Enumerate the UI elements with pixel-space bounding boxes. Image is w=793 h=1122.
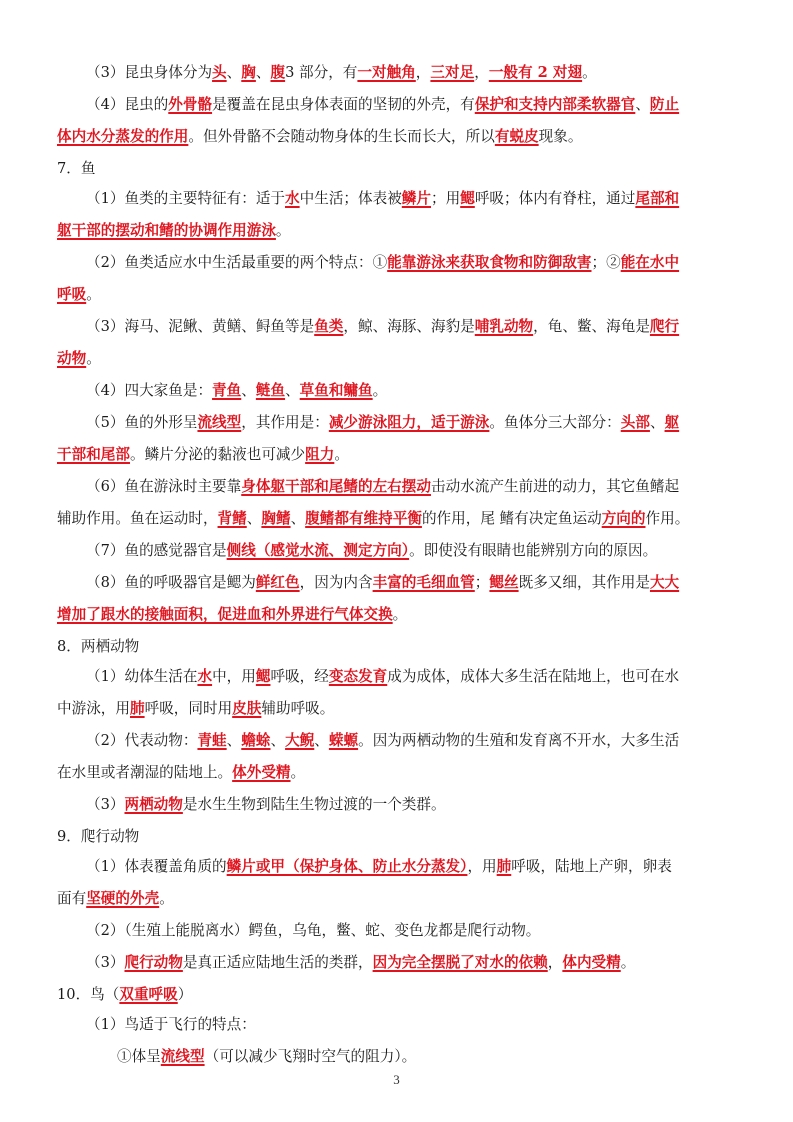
highlighted-key-term: 腹鳍都有维持平衡 — [305, 510, 422, 527]
highlighted-key-term: 大大 — [649, 574, 680, 591]
body-text: （1）鱼类的主要特征有：适于 — [86, 190, 286, 207]
highlighted-key-term: 三对足 — [430, 64, 475, 81]
body-text: （2）（生殖上能脱离水）鳄鱼，乌龟，鳖、蛇、变色龙都是爬行动物。 — [86, 922, 541, 939]
body-text: 。因为两栖动物的生殖和发育离不开水，大多生活 — [358, 732, 680, 749]
text-line — [86, 728, 741, 754]
body-text: 、 — [241, 382, 256, 399]
text-line — [57, 602, 741, 628]
highlighted-key-term: 蝾螈 — [328, 732, 359, 749]
text-line — [86, 410, 741, 436]
text-line — [86, 950, 741, 976]
body-text: （可以减少飞翔时空气的阻力）。 — [204, 1048, 417, 1065]
highlighted-key-term: 鳞片 — [401, 190, 431, 207]
text-line — [57, 760, 741, 786]
highlighted-key-term: 身体躯干部和尾鳍的左右摆动 — [241, 478, 431, 495]
body-text: （3） — [86, 954, 125, 971]
highlighted-key-term: 青鱼 — [212, 382, 242, 399]
body-text: 呼吸，陆地上产卵，卵表 — [511, 858, 672, 875]
body-text: 中，用 — [212, 668, 256, 685]
body-text: ， — [415, 64, 431, 81]
body-text: ，龟、鳖、海龟是 — [533, 318, 650, 335]
highlighted-key-term: 水 — [285, 190, 300, 207]
body-text: 既多又细，其作用是 — [518, 574, 650, 591]
body-text: （7）鱼的感觉器官是 — [86, 542, 227, 559]
text-line — [86, 250, 741, 276]
highlighted-key-term: 大鲵 — [285, 732, 315, 749]
body-text: 、 — [290, 510, 306, 527]
body-text: 、 — [635, 96, 650, 113]
body-text: 中游泳，用 — [57, 700, 130, 717]
highlighted-key-term: 草鱼和鳙鱼 — [299, 382, 373, 399]
highlighted-key-term: 因为完全摆脱了对水的依赖 — [372, 954, 548, 971]
body-text: 呼吸，经 — [270, 668, 329, 685]
highlighted-key-term: 一对触角 — [357, 64, 416, 81]
body-text: （3）海马、泥鳅、黄鳝、鲟鱼等是 — [86, 318, 315, 335]
text-line — [57, 442, 741, 468]
text-line — [86, 92, 741, 118]
body-text: ，用 — [467, 858, 497, 875]
body-text: 3 部分，有 — [285, 64, 358, 81]
body-text: ，其作用是： — [241, 414, 329, 431]
body-text: 9．爬行动物 — [57, 828, 140, 845]
text-line — [57, 886, 741, 912]
body-text: ；用 — [431, 190, 461, 207]
highlighted-key-term: 保护和支持内部柔软器官 — [474, 96, 636, 113]
text-line — [117, 1044, 741, 1070]
highlighted-key-term: 鳃 — [255, 668, 271, 685]
text-line — [57, 634, 741, 660]
highlighted-key-term: 坚硬的外壳 — [86, 890, 160, 907]
body-text: （1）幼体生活在 — [86, 668, 198, 685]
text-line — [57, 156, 741, 182]
body-text: ， — [547, 954, 563, 971]
highlighted-key-term: 爬行动物 — [124, 954, 183, 971]
highlighted-key-term: 肺 — [129, 700, 145, 717]
highlighted-key-term: 能靠游泳来获取食物和防御敌害 — [387, 254, 592, 271]
text-line — [57, 218, 741, 244]
body-text: 7．鱼 — [57, 160, 96, 177]
body-text: 。 — [290, 764, 306, 781]
body-text: 。 — [392, 606, 408, 623]
body-text: 呼吸；体内有脊柱，通过 — [474, 190, 636, 207]
body-text: 是真正适应陆地生活的类群， — [182, 954, 373, 971]
highlighted-key-term: 鲢鱼 — [255, 382, 286, 399]
text-line — [57, 696, 741, 722]
body-text: ； — [474, 574, 490, 591]
body-text: （1）体表覆盖角质的 — [86, 858, 227, 875]
page-number: 3 — [393, 1072, 400, 1087]
body-text: 是覆盖在昆虫身体表面的坚韧的外壳，有 — [212, 96, 475, 113]
highlighted-key-term: 丰富的毛细血管 — [372, 574, 475, 591]
body-text: 、 — [314, 732, 329, 749]
body-text: （6）鱼在游泳时主要靠 — [86, 478, 242, 495]
highlighted-key-term: 躯 — [664, 414, 680, 431]
highlighted-key-term: 胸鳍 — [261, 510, 291, 527]
highlighted-key-term: 鳞片或甲（保护身体、防止水分蒸发） — [226, 858, 468, 875]
highlighted-key-term: 尾部和 — [635, 190, 680, 207]
highlighted-key-term: 增加了跟水的接触面积，促进血和外界进行气体交换 — [57, 606, 393, 623]
body-text: （3） — [86, 796, 125, 813]
body-text: 。鱼体分三大部分： — [489, 414, 621, 431]
highlighted-key-term: 蟾蜍 — [241, 732, 271, 749]
highlighted-key-term: 爬行 — [649, 318, 680, 335]
highlighted-key-term: 一般有 2 对翅 — [488, 64, 583, 81]
body-text: ，鲸、海豚、海豹是 — [343, 318, 475, 335]
body-text: ） — [177, 986, 193, 1003]
text-line — [86, 664, 741, 690]
highlighted-key-term: 青蛙 — [197, 732, 227, 749]
body-text: 、 — [226, 64, 242, 81]
body-text: （4）昆虫的 — [86, 96, 169, 113]
body-text: 。 — [372, 382, 388, 399]
body-text: （2）代表动物： — [86, 732, 198, 749]
body-text: 作用。 — [645, 510, 690, 527]
text-line — [86, 378, 741, 404]
body-text: 的作用，尾 鳍有决定鱼运动 — [421, 510, 602, 527]
body-text: （5）鱼的外形呈 — [86, 414, 198, 431]
highlighted-key-term: 鲜红色 — [255, 574, 300, 591]
highlighted-key-term: 侧线（感觉水流、测定方向） — [226, 542, 410, 559]
highlighted-key-term: 头 — [212, 64, 227, 81]
body-text: 。 — [159, 890, 174, 907]
body-text: 。 — [86, 350, 101, 367]
text-line — [86, 186, 741, 212]
body-text: 辅助作用。鱼在运动时， — [57, 510, 218, 527]
highlighted-key-term: 阻力 — [305, 446, 335, 463]
highlighted-key-term: 呼吸 — [57, 286, 87, 303]
body-text: 、 — [285, 382, 300, 399]
highlighted-key-term: 动物 — [57, 350, 87, 367]
body-text: 。 — [620, 954, 636, 971]
text-line — [57, 346, 741, 372]
body-text: 、 — [255, 64, 271, 81]
body-text: 辅助呼吸。 — [261, 700, 335, 717]
highlighted-key-term: 肺 — [496, 858, 512, 875]
body-text: 、 — [246, 510, 262, 527]
highlighted-key-term: 干部和尾部 — [57, 446, 130, 463]
body-text: （2）鱼类适应水中生活最重要的两个特点：① — [86, 254, 388, 271]
highlighted-key-term: 方向的 — [601, 510, 646, 527]
text-line — [86, 474, 741, 500]
text-line — [86, 854, 741, 880]
text-line — [86, 538, 741, 564]
highlighted-key-term: 外骨骼 — [168, 96, 213, 113]
body-text: 现象。 — [538, 128, 583, 145]
body-text: （8）鱼的呼吸器官是鳃为 — [86, 574, 256, 591]
text-line — [57, 824, 741, 850]
highlighted-key-term: 两栖动物 — [124, 796, 183, 813]
text-line — [86, 60, 741, 86]
body-text: （3）昆虫身体分为 — [86, 64, 213, 81]
body-text: 面有 — [57, 890, 87, 907]
text-line — [57, 506, 741, 532]
highlighted-key-term: 躯干部的摆动和鳍的协调作用游泳 — [57, 222, 276, 239]
highlighted-key-term: 体内受精 — [562, 954, 621, 971]
highlighted-key-term: 能在水中 — [620, 254, 680, 271]
highlighted-key-term: 体外受精 — [232, 764, 291, 781]
body-text: 。鳞片分泌的黏液也可减少 — [129, 446, 306, 463]
highlighted-key-term: 流线型 — [160, 1048, 205, 1065]
body-text: 。 — [275, 222, 291, 239]
highlighted-key-term: 水 — [197, 668, 213, 685]
body-text: 成为成体，成体大多生活在陆地上，也可在水 — [387, 668, 680, 685]
highlighted-key-term: 头部 — [620, 414, 650, 431]
highlighted-key-term: 哺乳动物 — [474, 318, 534, 335]
body-text: 。即使没有眼睛也能辨别方向的原因。 — [409, 542, 658, 559]
body-text: 呼吸，同时用 — [144, 700, 233, 717]
text-line — [86, 918, 741, 944]
highlighted-key-term: 双重呼吸 — [119, 986, 178, 1003]
highlighted-key-term: 背鳍 — [217, 510, 247, 527]
text-line — [86, 1012, 741, 1038]
highlighted-key-term: 胸 — [241, 64, 256, 81]
highlighted-key-term: 鱼类 — [314, 318, 344, 335]
body-text: 中生活；体表被 — [299, 190, 402, 207]
body-text: 击动水流产生前进的动力，其它鱼鳍起 — [430, 478, 680, 495]
body-text: （1）鸟适于飞行的特点： — [86, 1016, 256, 1033]
highlighted-key-term: 腹 — [270, 64, 286, 81]
body-text: 、 — [649, 414, 665, 431]
body-text: 10．鸟（ — [57, 986, 120, 1003]
body-text: 在水里或者潮湿的陆地上。 — [57, 764, 233, 781]
text-line — [57, 124, 741, 150]
body-text: （4）四大家鱼是： — [86, 382, 213, 399]
highlighted-key-term: 鳃 — [460, 190, 475, 207]
body-text: 。 — [334, 446, 349, 463]
highlighted-key-term: 有蜕皮 — [494, 128, 539, 145]
highlighted-key-term: 减少游泳阻力，适于游泳 — [328, 414, 490, 431]
text-line — [86, 570, 741, 596]
body-text: ①体呈 — [117, 1048, 161, 1065]
body-text: 是水生生物到陆生生物过渡的一个类群。 — [182, 796, 446, 813]
body-text: 、 — [226, 732, 242, 749]
text-line — [57, 282, 741, 308]
body-text: 8．两栖动物 — [57, 638, 140, 655]
highlighted-key-term: 变态发育 — [328, 668, 388, 685]
body-text: ， — [474, 64, 489, 81]
text-line — [86, 792, 741, 818]
highlighted-key-term: 体内水分蒸发的作用 — [57, 128, 189, 145]
text-line — [57, 982, 741, 1008]
body-text: ；② — [591, 254, 621, 271]
body-text: 、 — [270, 732, 286, 749]
body-text: 。 — [86, 286, 101, 303]
highlighted-key-term: 流线型 — [197, 414, 242, 431]
body-text: 。但外骨骼不会随动物身体的生长而长大，所以 — [188, 128, 495, 145]
body-text: ，因为内含 — [299, 574, 373, 591]
highlighted-key-term: 鳃丝 — [489, 574, 519, 591]
highlighted-key-term: 皮肤 — [232, 700, 262, 717]
text-line — [86, 314, 741, 340]
highlighted-key-term: 防止 — [649, 96, 680, 113]
body-text: 。 — [582, 64, 597, 81]
